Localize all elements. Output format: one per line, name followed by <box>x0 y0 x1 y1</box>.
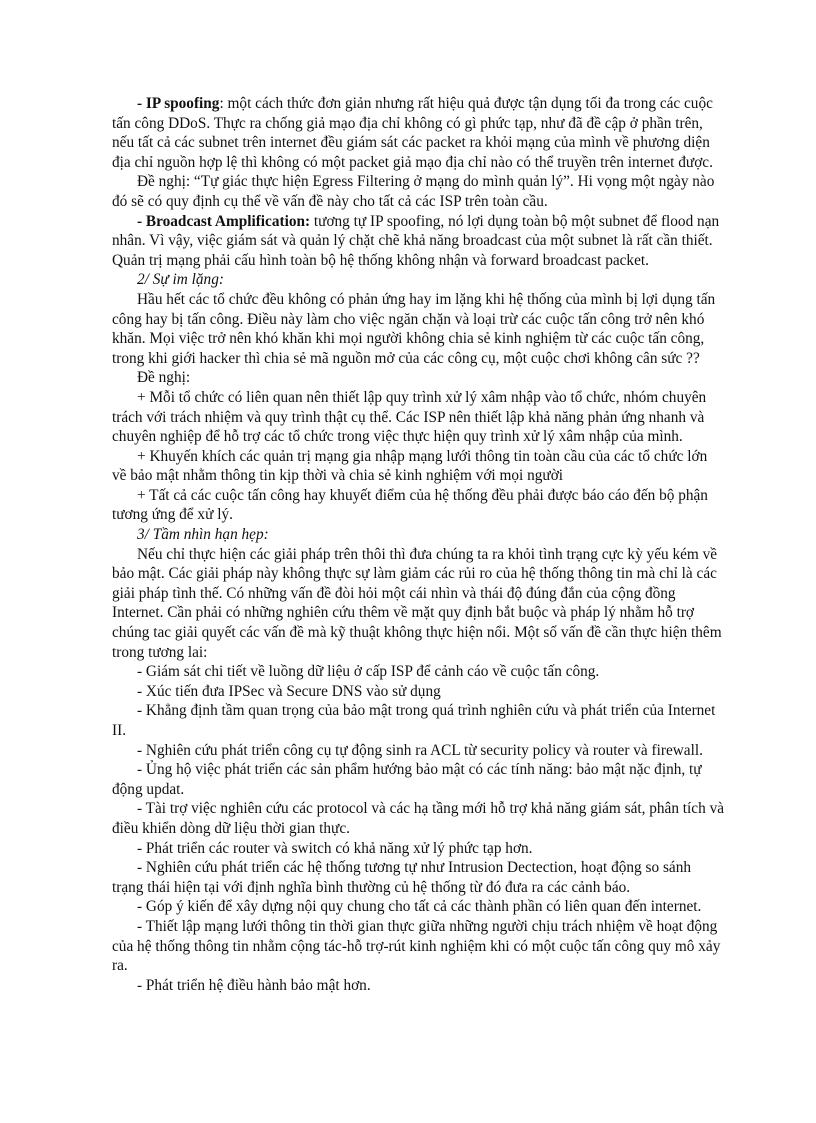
dash-item: - Phát triển các router và switch có khả năng xử lý phức tạp hơn. <box>137 839 533 857</box>
term-broadcast-amplification: - Broadcast Amplification: <box>137 212 311 230</box>
paragraph-ip-spoofing <box>112 94 724 172</box>
section-heading-narrow-vision: 3/ Tầm nhìn hạn hẹp: <box>137 526 269 544</box>
dash-item: - Xúc tiến đưa IPSec và Secure DNS vào sử dụng <box>137 682 441 700</box>
paragraph-narrow-vision: Nếu chỉ thực hiện các giải pháp trên thôi thì đưa chúng ta ra khỏi tình trạng cực kỳ yếu kém về bảo mật. Các giải pháp này không thực sự làm giảm các rủi ro của hệ thống thông tin mà chỉ là các giải pháp tình thế. Có những vấn đề đòi hỏi một cái nhìn và thái độ đúng đắn của cộng đồng Internet. Cần phải có những nghiên cứu thêm về mặt quy định bắt buộc và pháp lý nhằm hỗ trợ chúng tac giải quyết các vấn đề mà kỹ thuật không thực hiện nổi. Một số vấn đề cần thực hiện thêm trong tương lai: <box>112 545 722 661</box>
plus-item: + Khuyến khích các quản trị mạng gia nhập mạng lưới thông tin toàn cầu của các tổ chức lớn về bảo mật nhằm thông tin kịp thời và chia sẻ kinh nghiệm với mọi người <box>112 447 708 485</box>
paragraph-text: tương tự IP spoofing, nó lợi dụng toàn bộ một subnet để flood nạn nhân. Vì vậy, việc giám sát và quản lý chặt chẽ khả năng broadcast của một subnet là rất cần thiết. Quản trị mạng phải cấu hình toàn bộ hệ thống không nhận và forward broadcast packet. <box>112 212 720 269</box>
term-ip-spoofing: - IP spoofing <box>137 95 220 112</box>
dash-item: - Nghiên cứu phát triển công cụ tự động sinh ra ACL từ security policy và router và firewall. <box>137 741 703 759</box>
section-heading-silence: 2/ Sự im lặng: <box>137 271 224 289</box>
dash-item: - Ủng hộ việc phát triển các sản phẩm hướng bảo mật có các tính năng: bảo mật nặc định, tự động updat. <box>112 761 702 798</box>
recommendation-label: Đề nghị: <box>137 369 191 387</box>
dash-item: - Khẳng định tầm quan trọng của bảo mật trong quá trình nghiên cứu và phát triển của Internet II. <box>112 702 716 739</box>
paragraph-egress-recommendation: Đề nghị: “Tự giác thực hiện Egress Filtering ở mạng do mình quản lý”. Hi vọng một ngày nào đó sẽ có quy định cụ thể về vấn đề này cho tất cả các ISP trên toàn cầu. <box>112 173 715 210</box>
dash-item: - Tài trợ việc nghiên cứu các protocol và các hạ tầng mới hỗ trợ khả năng giám sát, phân tích và điều khiển dòng dữ liệu thời gian thực. <box>112 800 725 837</box>
paragraph-text: : một cách thức đơn giản nhưng rất hiệu quả được tận dụng tối đa trong các cuộc tấn công DDoS. Thực ra chống giả mạo địa chỉ không có gì phức tạp, như đã đề cập ở phần trên, nếu tất cả các subnet trên internet đều giám sát các packet ra khỏi mạng của mình về phương diện địa chỉ nguồn hợp lệ thì không có một packet giả mạo địa chỉ nào có thể truyền trên internet được. <box>112 95 713 171</box>
dash-item: - Phát triển hệ điều hành bảo mật hơn. <box>137 976 371 994</box>
plus-item: + Tất cả các cuộc tấn công hay khuyết điểm của hệ thống đều phải được báo cáo đến bộ phận tương ứng để xử lý. <box>112 486 708 524</box>
dash-item: - Thiết lập mạng lưới thông tin thời gian thực giữa những người chịu trách nhiệm về hoạt động của hệ thống thông tin nhằm cộng tác-hỗ trợ-rút kinh nghiệm khi có một cuộc tấn công quy mô xảy ra. <box>112 917 721 975</box>
dash-item: - Nghiên cứu phát triển các hệ thống tương tự như Intrusion Dectection, hoạt động so sánh trạng thái hiện tại với định nghĩa bình thường củ hệ thống từ đó đưa ra các cảnh báo. <box>112 859 691 896</box>
dash-item: - Góp ý kiến để xây dựng nội quy chung cho tất cả các thành phần có liên quan đến internet. <box>137 898 702 916</box>
dash-item: - Giám sát chi tiết về luồng dữ liệu ở cấp ISP để cảnh cáo về cuộc tấn công. <box>137 663 600 681</box>
plus-item: + Mỗi tổ chức có liên quan nên thiết lập quy trình xử lý xâm nhập vào tổ chức, nhóm chuyên trách với trách nhiệm và quy trình thật cụ thể. Các ISP nên thiết lập khả năng phản ứng nhanh và chuyên nghiệp để hỗ trợ các tổ chức trong việc thực hiện quy trình xử lý xâm nhập của mình. <box>112 388 707 446</box>
paragraph-silence: Hầu hết các tổ chức đều không có phản ứng hay im lặng khi hệ thống của mình bị lợi dụng tấn công hay bị tấn công. Điều này làm cho việc ngăn chặn và loại trừ các cuộc tấn công trở nên khó khăn. Mọi việc trở nên khó khăn khi mọi người không chia sẻ kinh nghiệm từ các cuộc tấn công, trong khi giới hacker thì chia sẻ mã nguồn mở của các công cụ, một cuộc chơi không cân sức ?? <box>112 290 716 367</box>
document-body <box>112 94 724 995</box>
paragraph-broadcast <box>112 212 724 271</box>
